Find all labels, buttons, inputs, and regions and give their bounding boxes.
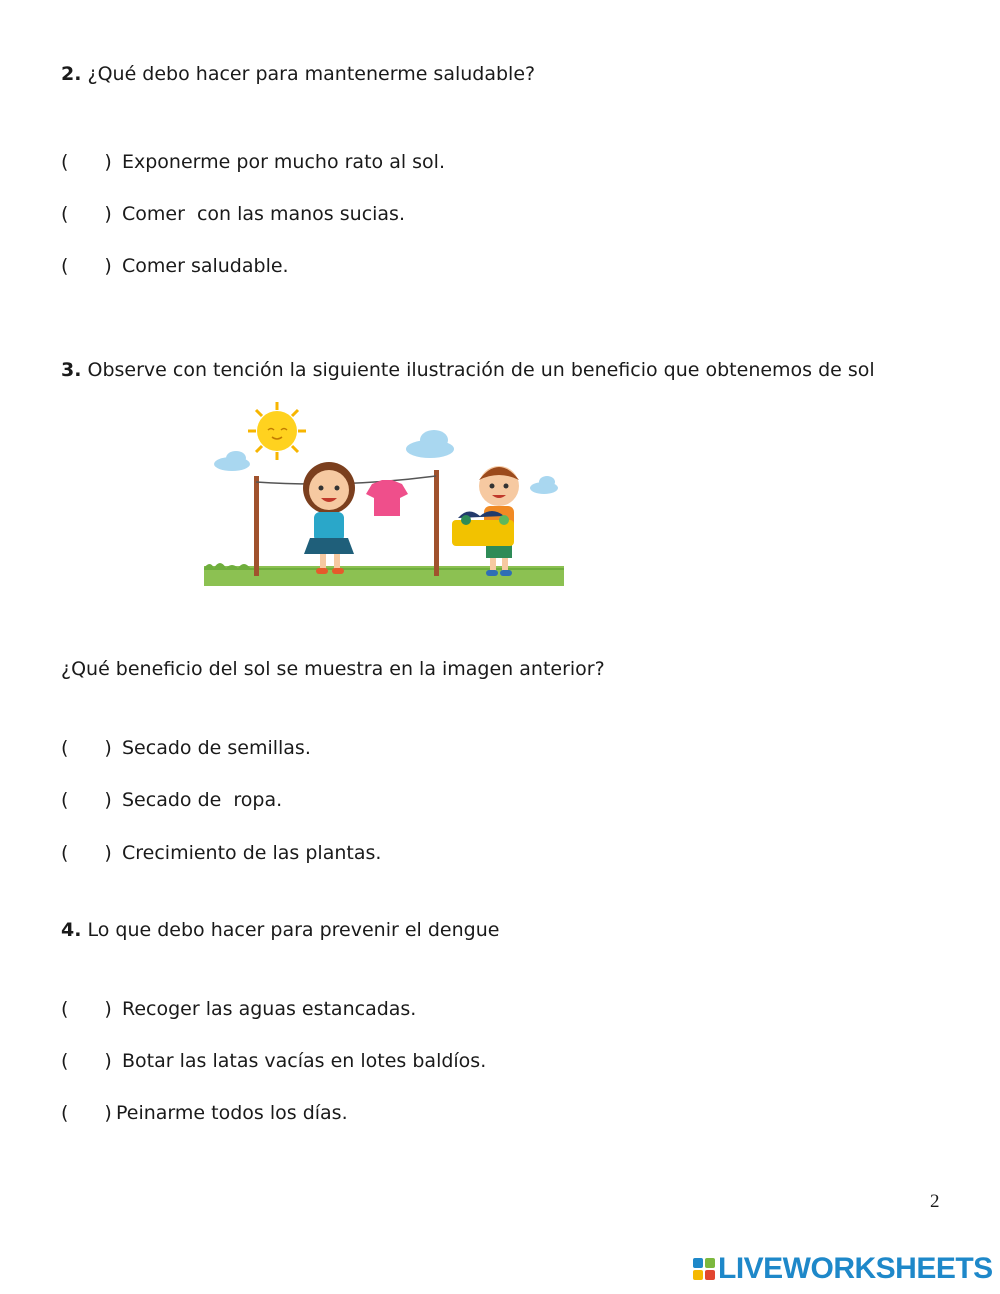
option-text: Comer saludable. (122, 255, 289, 277)
question-4-title (61, 918, 499, 942)
brand-name: LIVEWORKSHEETS (718, 1252, 993, 1285)
pole (434, 470, 439, 576)
question-3-text: Observe con tención la siguiente ilustración de un beneficio que obtenemos de sol (81, 359, 875, 381)
question-4-text: Lo que debo hacer para prevenir el dengue (81, 919, 500, 941)
sun-icon (248, 402, 306, 460)
option-text: Exponerme por mucho rato al sol. (122, 151, 445, 173)
answer-box[interactable]: ( ) (61, 151, 112, 173)
q4-option-1[interactable] (61, 997, 416, 1021)
question-3-title (61, 358, 875, 382)
option-text: Peinarme todos los días. (116, 1102, 348, 1124)
answer-box[interactable]: ( ) (61, 842, 112, 864)
q4-option-2[interactable] (61, 1049, 486, 1073)
q4-option-3[interactable] (61, 1101, 348, 1125)
q3-option-2[interactable] (61, 788, 282, 812)
question-2-title (61, 62, 535, 86)
answer-box[interactable]: ( ) (61, 1102, 112, 1124)
answer-box[interactable]: ( ) (61, 203, 112, 225)
question-3-number: 3. (61, 359, 82, 381)
answer-box[interactable]: ( ) (61, 737, 112, 759)
answer-box[interactable]: ( ) (61, 255, 112, 277)
pole (254, 476, 259, 576)
q3-option-1[interactable] (61, 736, 311, 760)
q2-option-2[interactable] (61, 202, 405, 226)
liveworksheets-logo[interactable] (693, 1253, 993, 1285)
girl-figure (303, 462, 355, 574)
shirt-icon (366, 480, 408, 516)
boy-figure (452, 466, 519, 576)
answer-box[interactable]: ( ) (61, 998, 112, 1020)
question-3-prompt: ¿Qué beneficio del sol se muestra en la imagen anterior? (61, 658, 605, 680)
answer-box[interactable]: ( ) (61, 1050, 112, 1072)
question-2-number: 2. (61, 63, 82, 85)
question-4-number: 4. (61, 919, 82, 941)
sun-drying-clothes-illustration (204, 400, 564, 588)
option-text: Comer con las manos sucias. (122, 203, 405, 225)
option-text: Recoger las aguas estancadas. (122, 998, 417, 1020)
option-text: Crecimiento de las plantas. (122, 842, 382, 864)
question-2-text: ¿Qué debo hacer para mantenerme saludable? (81, 63, 536, 85)
option-text: Botar las latas vacías en lotes baldíos. (122, 1050, 487, 1072)
q3-option-3[interactable] (61, 841, 381, 865)
option-text: Secado de semillas. (122, 737, 311, 759)
q2-option-1[interactable] (61, 150, 445, 174)
page-number: 2 (930, 1191, 940, 1212)
answer-box[interactable]: ( ) (61, 789, 112, 811)
q2-option-3[interactable] (61, 254, 289, 278)
option-text: Secado de ropa. (122, 789, 283, 811)
logo-grid-icon (693, 1258, 715, 1280)
